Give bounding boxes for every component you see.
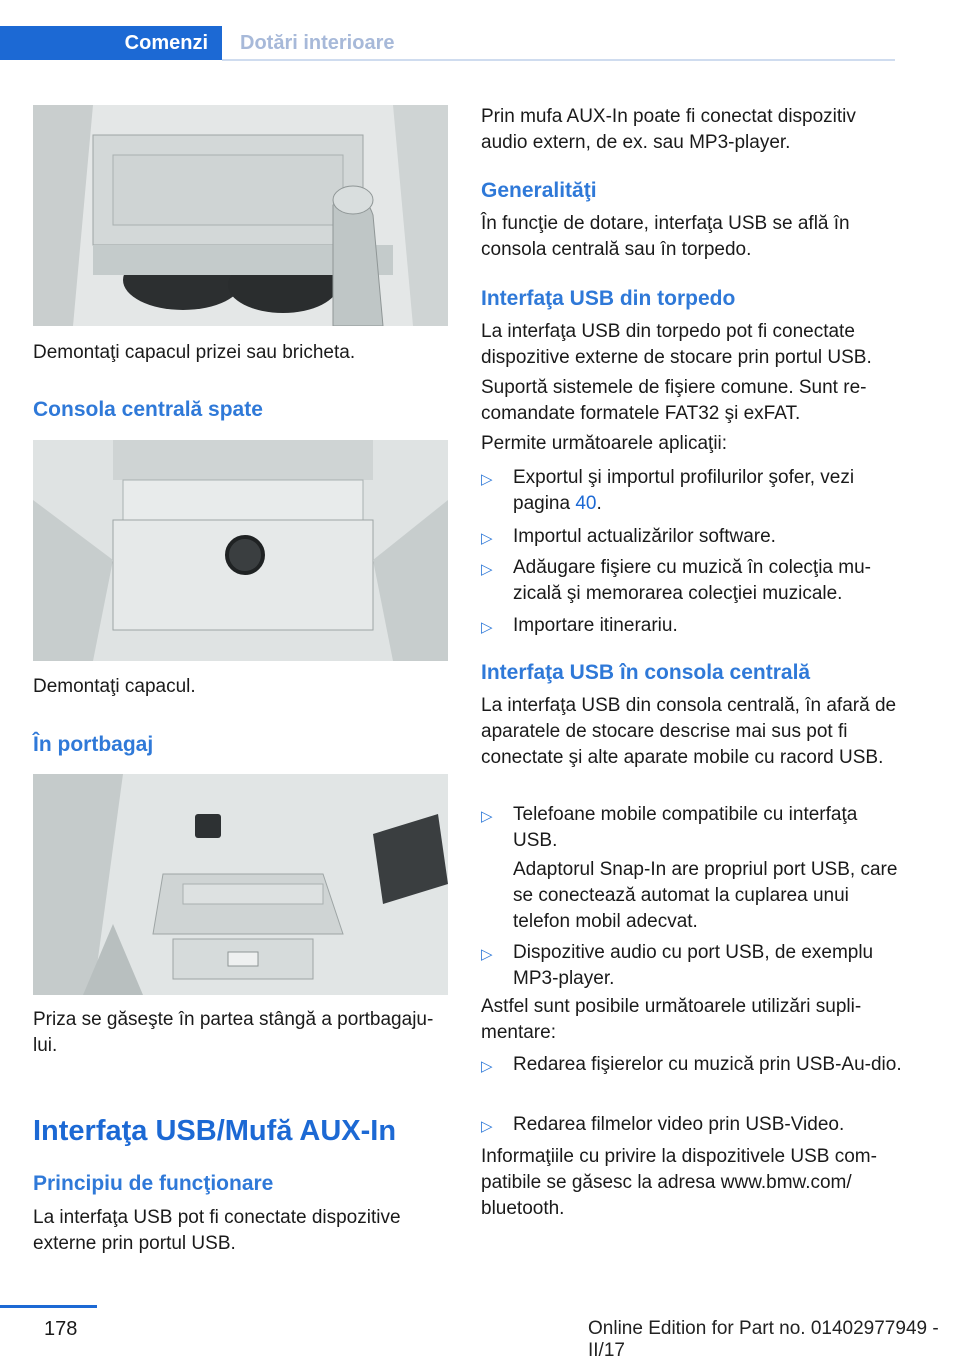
heading-rear-console: Consola centrală spate bbox=[33, 398, 263, 421]
bullet-triangle-icon: ▷ bbox=[481, 471, 493, 488]
page-header bbox=[0, 26, 895, 62]
list-item-text: Exportul şi importul profilurilor şofer, vezi pagina bbox=[513, 467, 855, 514]
figure-rear-console bbox=[33, 440, 448, 661]
heading-usb-aux: Interfaţa USB/Mufă AUX-In bbox=[33, 1115, 397, 1147]
bullet-triangle-icon: ▷ bbox=[481, 808, 493, 825]
list-item-text: Importul actualizărilor software. bbox=[513, 526, 776, 547]
paragraph-additional-uses: Astfel sunt posibile următoarele utilizări supli-mentare: bbox=[481, 996, 862, 1043]
bullet-triangle-icon: ▷ bbox=[481, 1118, 493, 1135]
list-item-text-end: . bbox=[596, 493, 602, 514]
bullet-triangle-icon: ▷ bbox=[481, 530, 493, 547]
list-item-text: Dispozitive audio cu port USB, de exemplu MP3-player. bbox=[513, 942, 874, 989]
page-link-40[interactable]: 40 bbox=[575, 493, 597, 514]
bullet-triangle-icon: ▷ bbox=[481, 1058, 493, 1075]
tab-dotari-interioare[interactable]: Dotări interioare bbox=[240, 32, 395, 54]
paragraph-general: În funcţie de dotare, interfaţa USB se află în consola centrală sau în torpedo. bbox=[481, 213, 850, 260]
paragraph-usb-center-console: La interfaţa USB din consola centrală, în afară de aparatele de stocare descrise mai sus pot fi conectate şi alte aparate mobile cu racord USB. bbox=[481, 695, 897, 768]
edition-note: Online Edition for Part no. 01402977949 - II/17 bbox=[588, 1318, 939, 1361]
list-item-subtext: Adaptorul Snap-In are propriul port USB, care se conectează automat la cuplarea unui telefon mobil adecvat. bbox=[513, 859, 898, 932]
paragraph-usb-info: Informaţiile cu privire la dispozitivele USB com-patibile se găsesc la adresa www.bmw.com/ bluetooth. bbox=[481, 1146, 877, 1219]
figure-trunk-socket bbox=[33, 774, 448, 995]
paragraph-usb-dashboard-3: Permite următoarele aplicaţii: bbox=[481, 433, 728, 454]
list-item-text: Redarea filmelor video prin USB-Video. bbox=[513, 1114, 845, 1135]
caption-remove-lighter: Demontaţi capacul prizei sau bricheta. bbox=[33, 342, 356, 363]
tab-comenzi[interactable]: Comenzi bbox=[0, 26, 222, 60]
caption-remove-cover: Demontaţi capacul. bbox=[33, 676, 196, 697]
list-item-text: Telefoane mobile compatibile cu interfaţa USB. bbox=[513, 804, 858, 851]
figure-center-console bbox=[33, 105, 448, 326]
list-item-text: Redarea fişierelor cu muzică prin USB-Au-dio. bbox=[513, 1054, 902, 1075]
heading-usb-center-console: Interfaţa USB în consola centrală bbox=[481, 661, 811, 684]
bullet-triangle-icon: ▷ bbox=[481, 619, 493, 636]
heading-in-trunk: În portbagaj bbox=[33, 733, 154, 756]
paragraph-usb-dashboard-1: La interfaţa USB din torpedo pot fi conectate dispozitive externe de stocare prin portul USB. bbox=[481, 321, 872, 368]
heading-principle: Principiu de funcţionare bbox=[33, 1172, 274, 1195]
heading-general: Generalităţi bbox=[481, 179, 597, 202]
list-item-text: Importare itinerariu. bbox=[513, 615, 678, 636]
paragraph-principle: La interfaţa USB pot fi conectate dispozitive externe prin portul USB. bbox=[33, 1207, 401, 1254]
list-item-text: Adăugare fişiere cu muzică în colecţia mu-zicală şi memorarea colecţiei muzicale. bbox=[513, 557, 871, 604]
paragraph-usb-dashboard-2: Suportă sistemele de fişiere comune. Sunt re-comandate formatele FAT32 şi exFAT. bbox=[481, 377, 867, 424]
footer-rule bbox=[0, 1305, 97, 1308]
paragraph-aux-in: Prin mufa AUX-In poate fi conectat dispozitiv audio extern, de ex. sau MP3-player. bbox=[481, 106, 856, 153]
heading-usb-dashboard: Interfaţa USB din torpedo bbox=[481, 287, 736, 310]
caption-trunk-location: Priza se găseşte în partea stângă a portbagaju-lui. bbox=[33, 1009, 434, 1056]
bullet-triangle-icon: ▷ bbox=[481, 946, 493, 963]
bullet-triangle-icon: ▷ bbox=[481, 561, 493, 578]
page-number: 178 bbox=[44, 1318, 78, 1340]
header-rule bbox=[222, 59, 895, 61]
